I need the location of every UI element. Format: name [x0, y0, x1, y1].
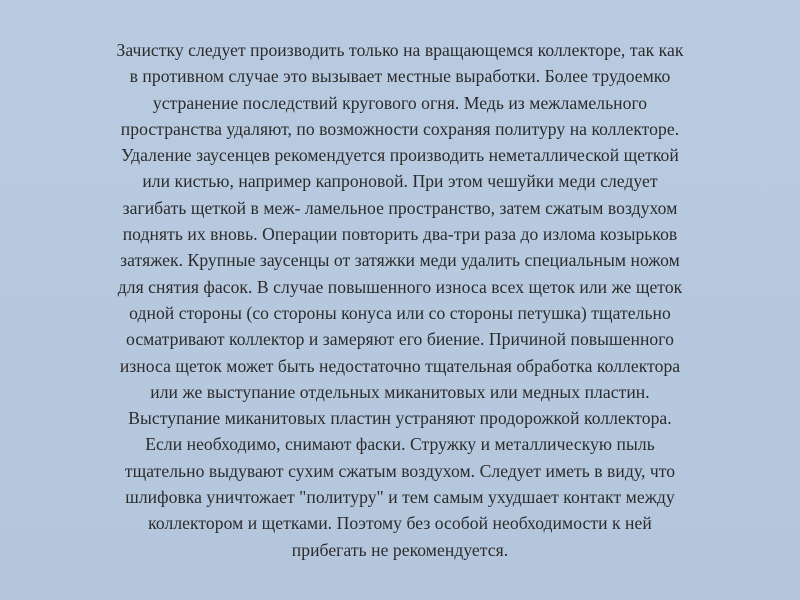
text-line: или же выступание отдельных миканитовых или медных пластин. [150, 381, 650, 402]
text-line: поднять их вновь. Операции повторить два-три раза до излома козырьков [122, 224, 678, 245]
text-line: износа щеток может быть недостаточно тщательная обработка коллектора [119, 355, 681, 376]
text-line: загибать щеткой в меж- ламельное пространство, затем сжатым воздухом [122, 197, 678, 218]
text-line: Если необходимо, снимают фаски. Стружку и металлическую пыль [145, 434, 655, 455]
text-line: или кистью, например капроновой. При этом чешуйки меди следует [142, 171, 658, 192]
text-line: для снятия фасок. В случае повышенного износа всех щеток или же щеток [117, 276, 683, 297]
text-line: осматривают коллектор и замеряют его биение. Причиной повышенного [126, 329, 674, 350]
text-line: одной стороны (со стороны конуса или со стороны петушка) тщательно [129, 302, 671, 323]
body-text [30, 37, 770, 563]
text-line: Зачистку следует производить только на вращающемся коллекторе, так как [116, 40, 684, 60]
text-line: тщательно выдувают сухим сжатым воздухом. Следует иметь в виду, что [124, 460, 676, 481]
text-line: затяжек. Крупные заусенцы от затяжки меди удалить специальным ножом [120, 250, 680, 271]
text-line: пространства удаляют, по возможности сохраняя политуру на коллекторе. [120, 118, 680, 139]
text-line: шлифовка уничтожает "политуру" и тем самым ухудшает контакт между [125, 487, 675, 508]
text-line: прибегать не рекомендуется. [291, 539, 509, 560]
text-line: коллектором и щетками. Поэтому без особой необходимости к ней [148, 513, 652, 534]
text-line: Выступание миканитовых пластин устраняют продорожкой коллектора. [128, 408, 672, 429]
text-line: устранение последствий кругового огня. Медь из межламельного [152, 92, 648, 113]
text-line: Удаление заусенцев рекомендуется производить неметаллической щеткой [121, 145, 679, 166]
text-line: в противном случае это вызывает местные выработки. Более трудоемко [129, 66, 671, 87]
